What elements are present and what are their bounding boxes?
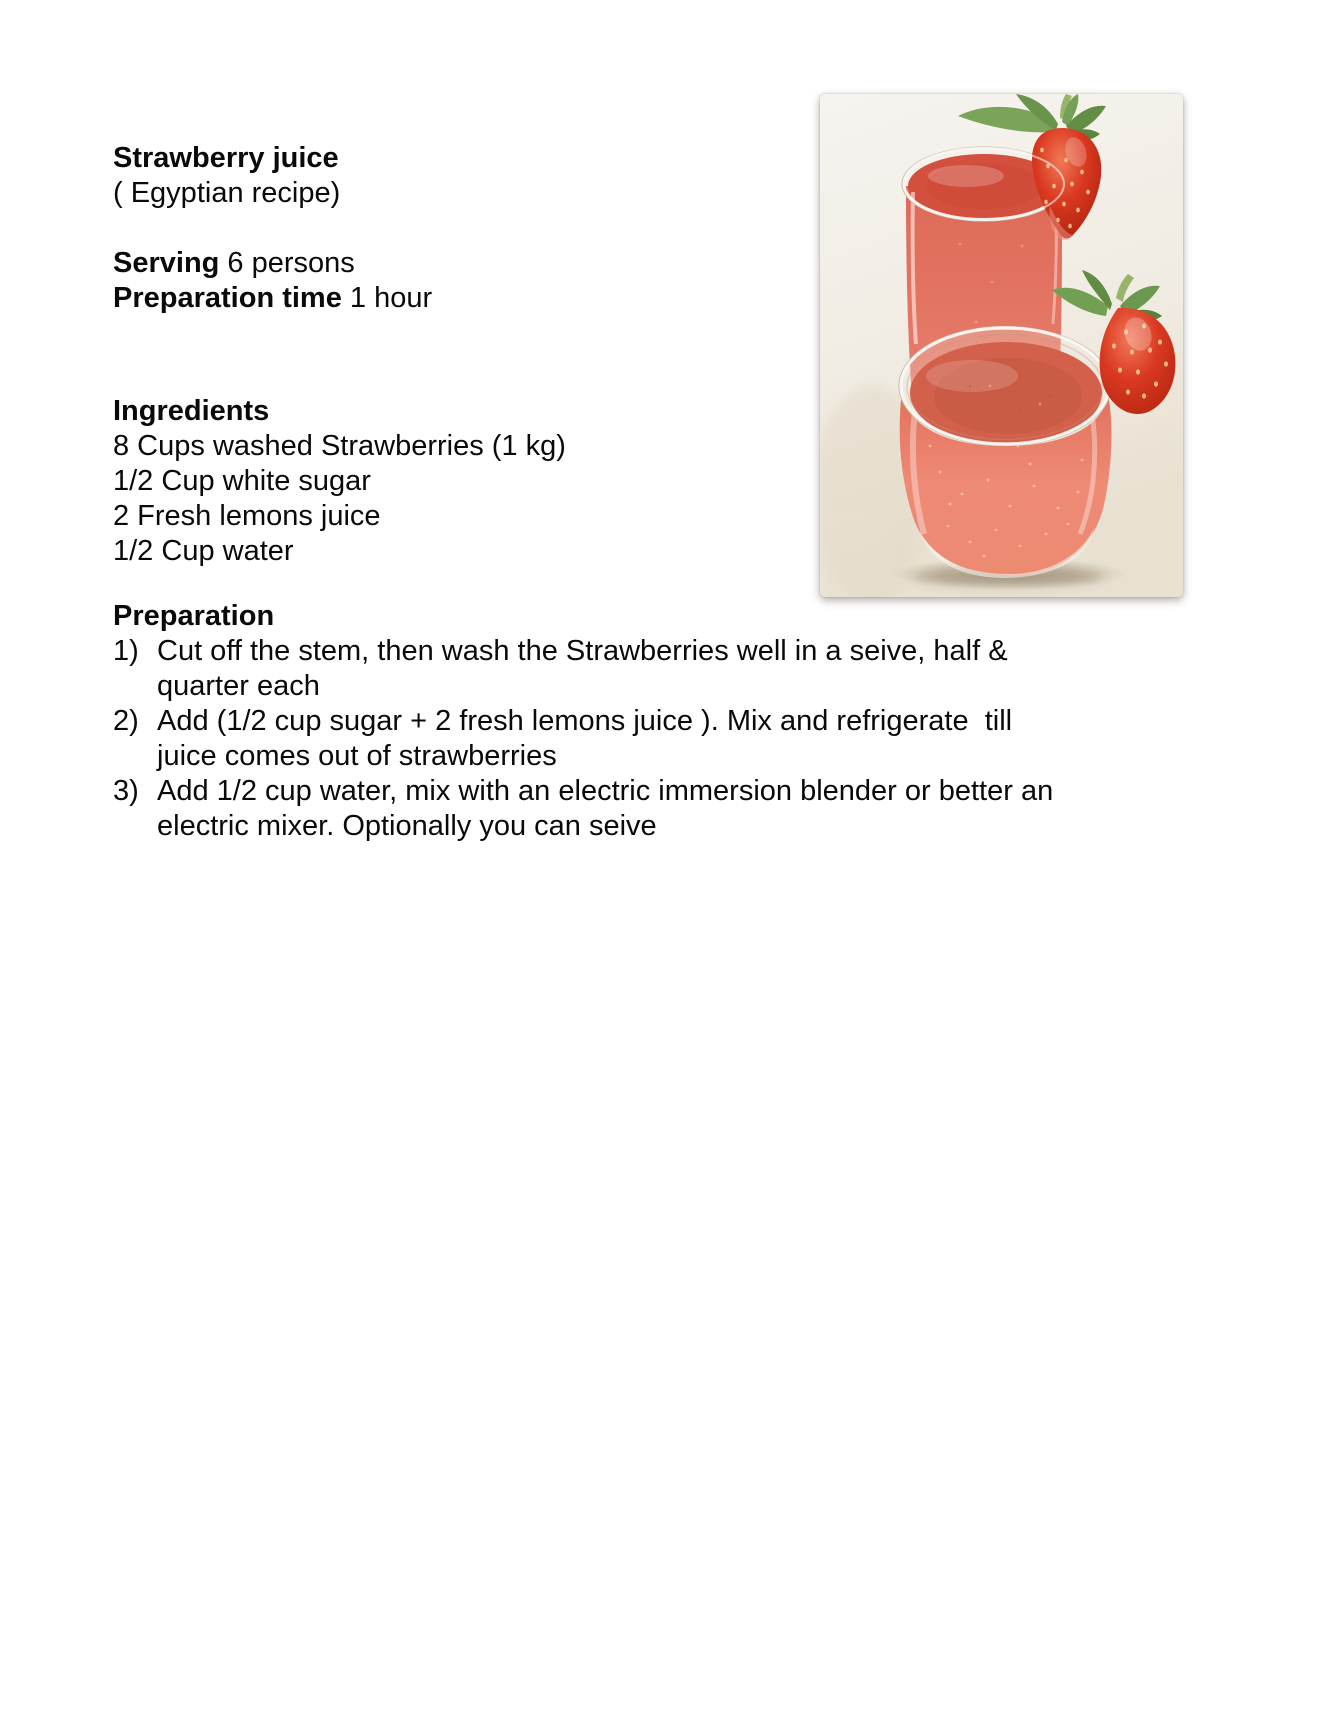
step-text: Cut off the stem, then wash the Strawberries well in a seive, half & quarter each (157, 635, 1016, 702)
step-text: Add 1/2 cup water, mix with an electric immersion blender or better an electric mixer. Optionally you can seive (157, 775, 1062, 842)
step-number: 2) (113, 705, 139, 737)
serving-line (113, 246, 432, 281)
prep-time-value: 1 hour (341, 282, 433, 314)
step-row (113, 774, 1067, 844)
preparation-heading: Preparation (113, 600, 275, 632)
step-row (113, 634, 1067, 704)
recipe-photo (820, 94, 1183, 597)
ingredient-item: 8 Cups washed Strawberries (1 kg) (113, 430, 566, 462)
step-number: 1) (113, 635, 139, 667)
meta-block (113, 246, 432, 316)
step-row (113, 704, 1067, 774)
page-subtitle: ( Egyptian recipe) (113, 177, 341, 209)
title-block (113, 141, 340, 211)
page-title: Strawberry juice (113, 142, 339, 174)
ingredients-section (113, 394, 566, 569)
ingredient-item: 1/2 Cup white sugar (113, 465, 371, 497)
ingredient-item: 1/2 Cup water (113, 535, 294, 567)
step-text: Add (1/2 cup sugar + 2 fresh lemons juice ). Mix and refrigerate till juice comes out of strawberries (157, 705, 1021, 772)
serving-label: Serving (113, 247, 220, 279)
serving-value: 6 persons (219, 247, 355, 279)
step-number: 3) (113, 775, 139, 807)
strawberry-juice-photo (820, 94, 1183, 597)
prep-time-label: Preparation time (113, 282, 342, 314)
front-glass (899, 327, 1111, 579)
ingredient-item: 2 Fresh lemons juice (113, 500, 381, 532)
ingredients-heading: Ingredients (113, 395, 270, 427)
prep-time-line (113, 281, 432, 316)
preparation-section (113, 599, 1067, 844)
